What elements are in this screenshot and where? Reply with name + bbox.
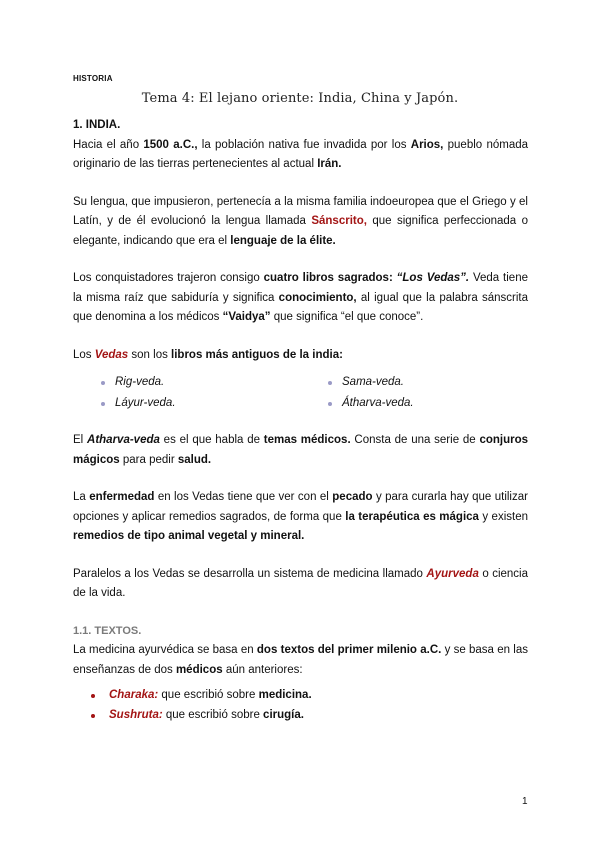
texts-list — [91, 686, 528, 725]
page-header: HISTORIA — [73, 74, 113, 83]
paragraph-enfermedad: La enfermedad en los Vedas tiene que ver con el pecado y para curarla hay que utilizar opciones y aplicar remedios sagrados, de forma que la terapéutica es mágica y existen remedios de tipo animal vegetal y mineral. — [73, 491, 528, 542]
section-heading-india: 1. INDIA. — [73, 119, 121, 131]
section-heading-textos: 1.1. TEXTOS. — [73, 624, 142, 637]
list-item: Sushruta: que escribió sobre cirugía. — [91, 706, 528, 726]
paragraph-vedas-oldest: Los Vedas son los libros más antiguos de la india: — [73, 348, 343, 361]
list-item: Rig-veda. — [101, 373, 328, 393]
list-item: Láyur-veda. — [101, 394, 328, 414]
paragraph-atharva: El Atharva-veda es el que habla de temas médicos. Consta de una serie de conjuros mágicos para pedir salud. — [73, 434, 528, 466]
list-item: Sama-veda. — [328, 373, 528, 393]
vedas-list — [101, 373, 528, 413]
paragraph-vedas-intro: Los conquistadores trajeron consigo cuatro libros sagrados: “Los Vedas”. Veda tiene la misma raíz que sabiduría y significa conocimiento, al igual que la palabra sánscrita que denomina a los médicos “Vaidya” que significa “el que conoce”. — [73, 272, 529, 323]
page-number: 1 — [522, 796, 528, 807]
page-title: Tema 4: El lejano oriente: India, China y Japón. — [141, 91, 459, 106]
list-item: Átharva-veda. — [328, 394, 528, 414]
paragraph-textos: La medicina ayurvédica se basa en dos textos del primer milenio a.C. y se basa en las enseñanzas de dos médicos aún anteriores: — [73, 644, 528, 676]
paragraph-sanscrito: Su lengua, que impusieron, pertenecía a la misma familia indoeuropea que el Griego y el Latín, y de él evolucionó la lengua llamada Sánscrito, que significa perfeccionada o elegante, indicando que era el lenguaje de la élite. — [73, 195, 528, 247]
list-item: Charaka: que escribió sobre medicina. — [91, 686, 528, 706]
paragraph-arios: Hacia el año 1500 a.C., la población nativa fue invadida por los Arios, pueblo nómada originario de las tierras pertenecientes al actual Irán. — [73, 138, 529, 170]
document-body — [73, 116, 528, 725]
paragraph-ayurveda: Paralelos a los Vedas se desarrolla un sistema de medicina llamado Ayurveda o ciencia de la vida. — [73, 567, 528, 599]
